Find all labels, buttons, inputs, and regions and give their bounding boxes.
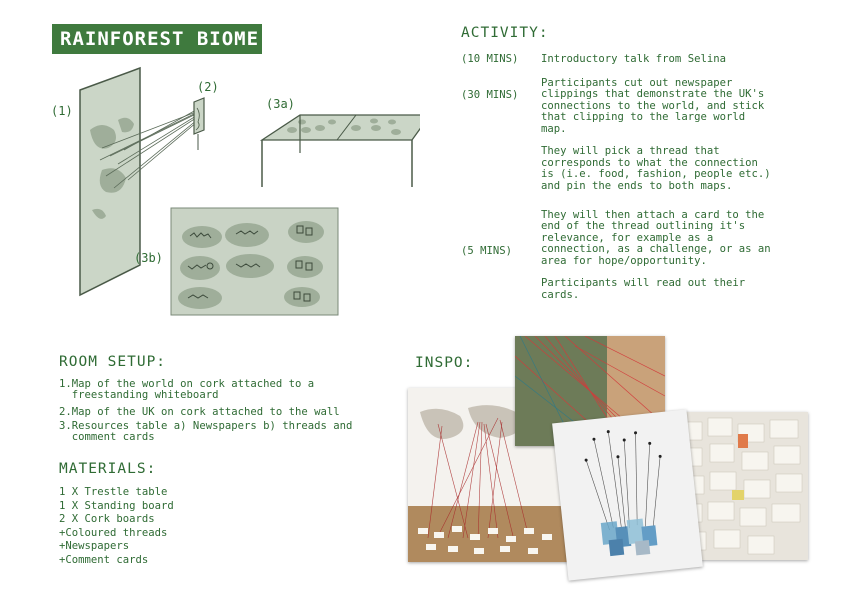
room-setup-item-2: 2.Map of the UK on cork attached to the wall xyxy=(59,406,340,418)
materials-list xyxy=(59,487,174,569)
activity-time-3: (5 MINS) xyxy=(461,245,513,257)
setup-sketches xyxy=(40,60,420,360)
trestle-table-sketch xyxy=(262,115,420,187)
materials-item: +Comment cards xyxy=(59,553,149,566)
inspo-heading: INSPO: xyxy=(415,355,474,371)
table-top-view-sketch xyxy=(171,208,338,315)
room-setup-item-3: 3.Resources table a) Newspapers b) threads and comment cards xyxy=(59,420,353,444)
materials-item: 2 X Cork boards xyxy=(59,513,155,526)
label-2: (2) xyxy=(197,80,219,94)
room-setup-heading: ROOM SETUP: xyxy=(59,354,167,370)
activity-heading: ACTIVITY: xyxy=(461,25,549,41)
label-1: (1) xyxy=(51,104,73,118)
materials-heading: MATERIALS: xyxy=(59,461,157,477)
materials-item: 1 X Standing board xyxy=(59,499,174,512)
inspo-photo-hanging-threads xyxy=(552,409,703,580)
page-title: RAINFOREST BIOME xyxy=(52,24,262,54)
activity-text-1: Introductory talk from Selina xyxy=(541,53,726,65)
activity-time-2: (30 MINS) xyxy=(461,89,519,101)
activity-time-1: (10 MINS) xyxy=(461,53,519,65)
materials-item: +Newspapers xyxy=(59,540,130,553)
room-setup-item-1: 1.Map of the world on cork attached to a freestanding whiteboard xyxy=(59,378,315,402)
activity-text-2: Participants cut out newspaper clippings that demonstrate the UK's connections to the world, and stick that clipping to the large world map. They will pick a thread that corresponds to what the connection is (i.e. food, fashion, people etc.) and pin the ends to both maps. xyxy=(541,77,771,192)
label-3b: (3b) xyxy=(134,251,163,265)
materials-item: 1 X Trestle table xyxy=(59,486,168,498)
label-3a: (3a) xyxy=(266,97,295,111)
activity-text-3: They will then attach a card to the end of the thread outlining it's relevance, for example as a connection, as a challenge, or as an area for hope/opportunity. Participants will read out their cards. xyxy=(541,209,771,301)
materials-item: +Coloured threads xyxy=(59,526,168,539)
